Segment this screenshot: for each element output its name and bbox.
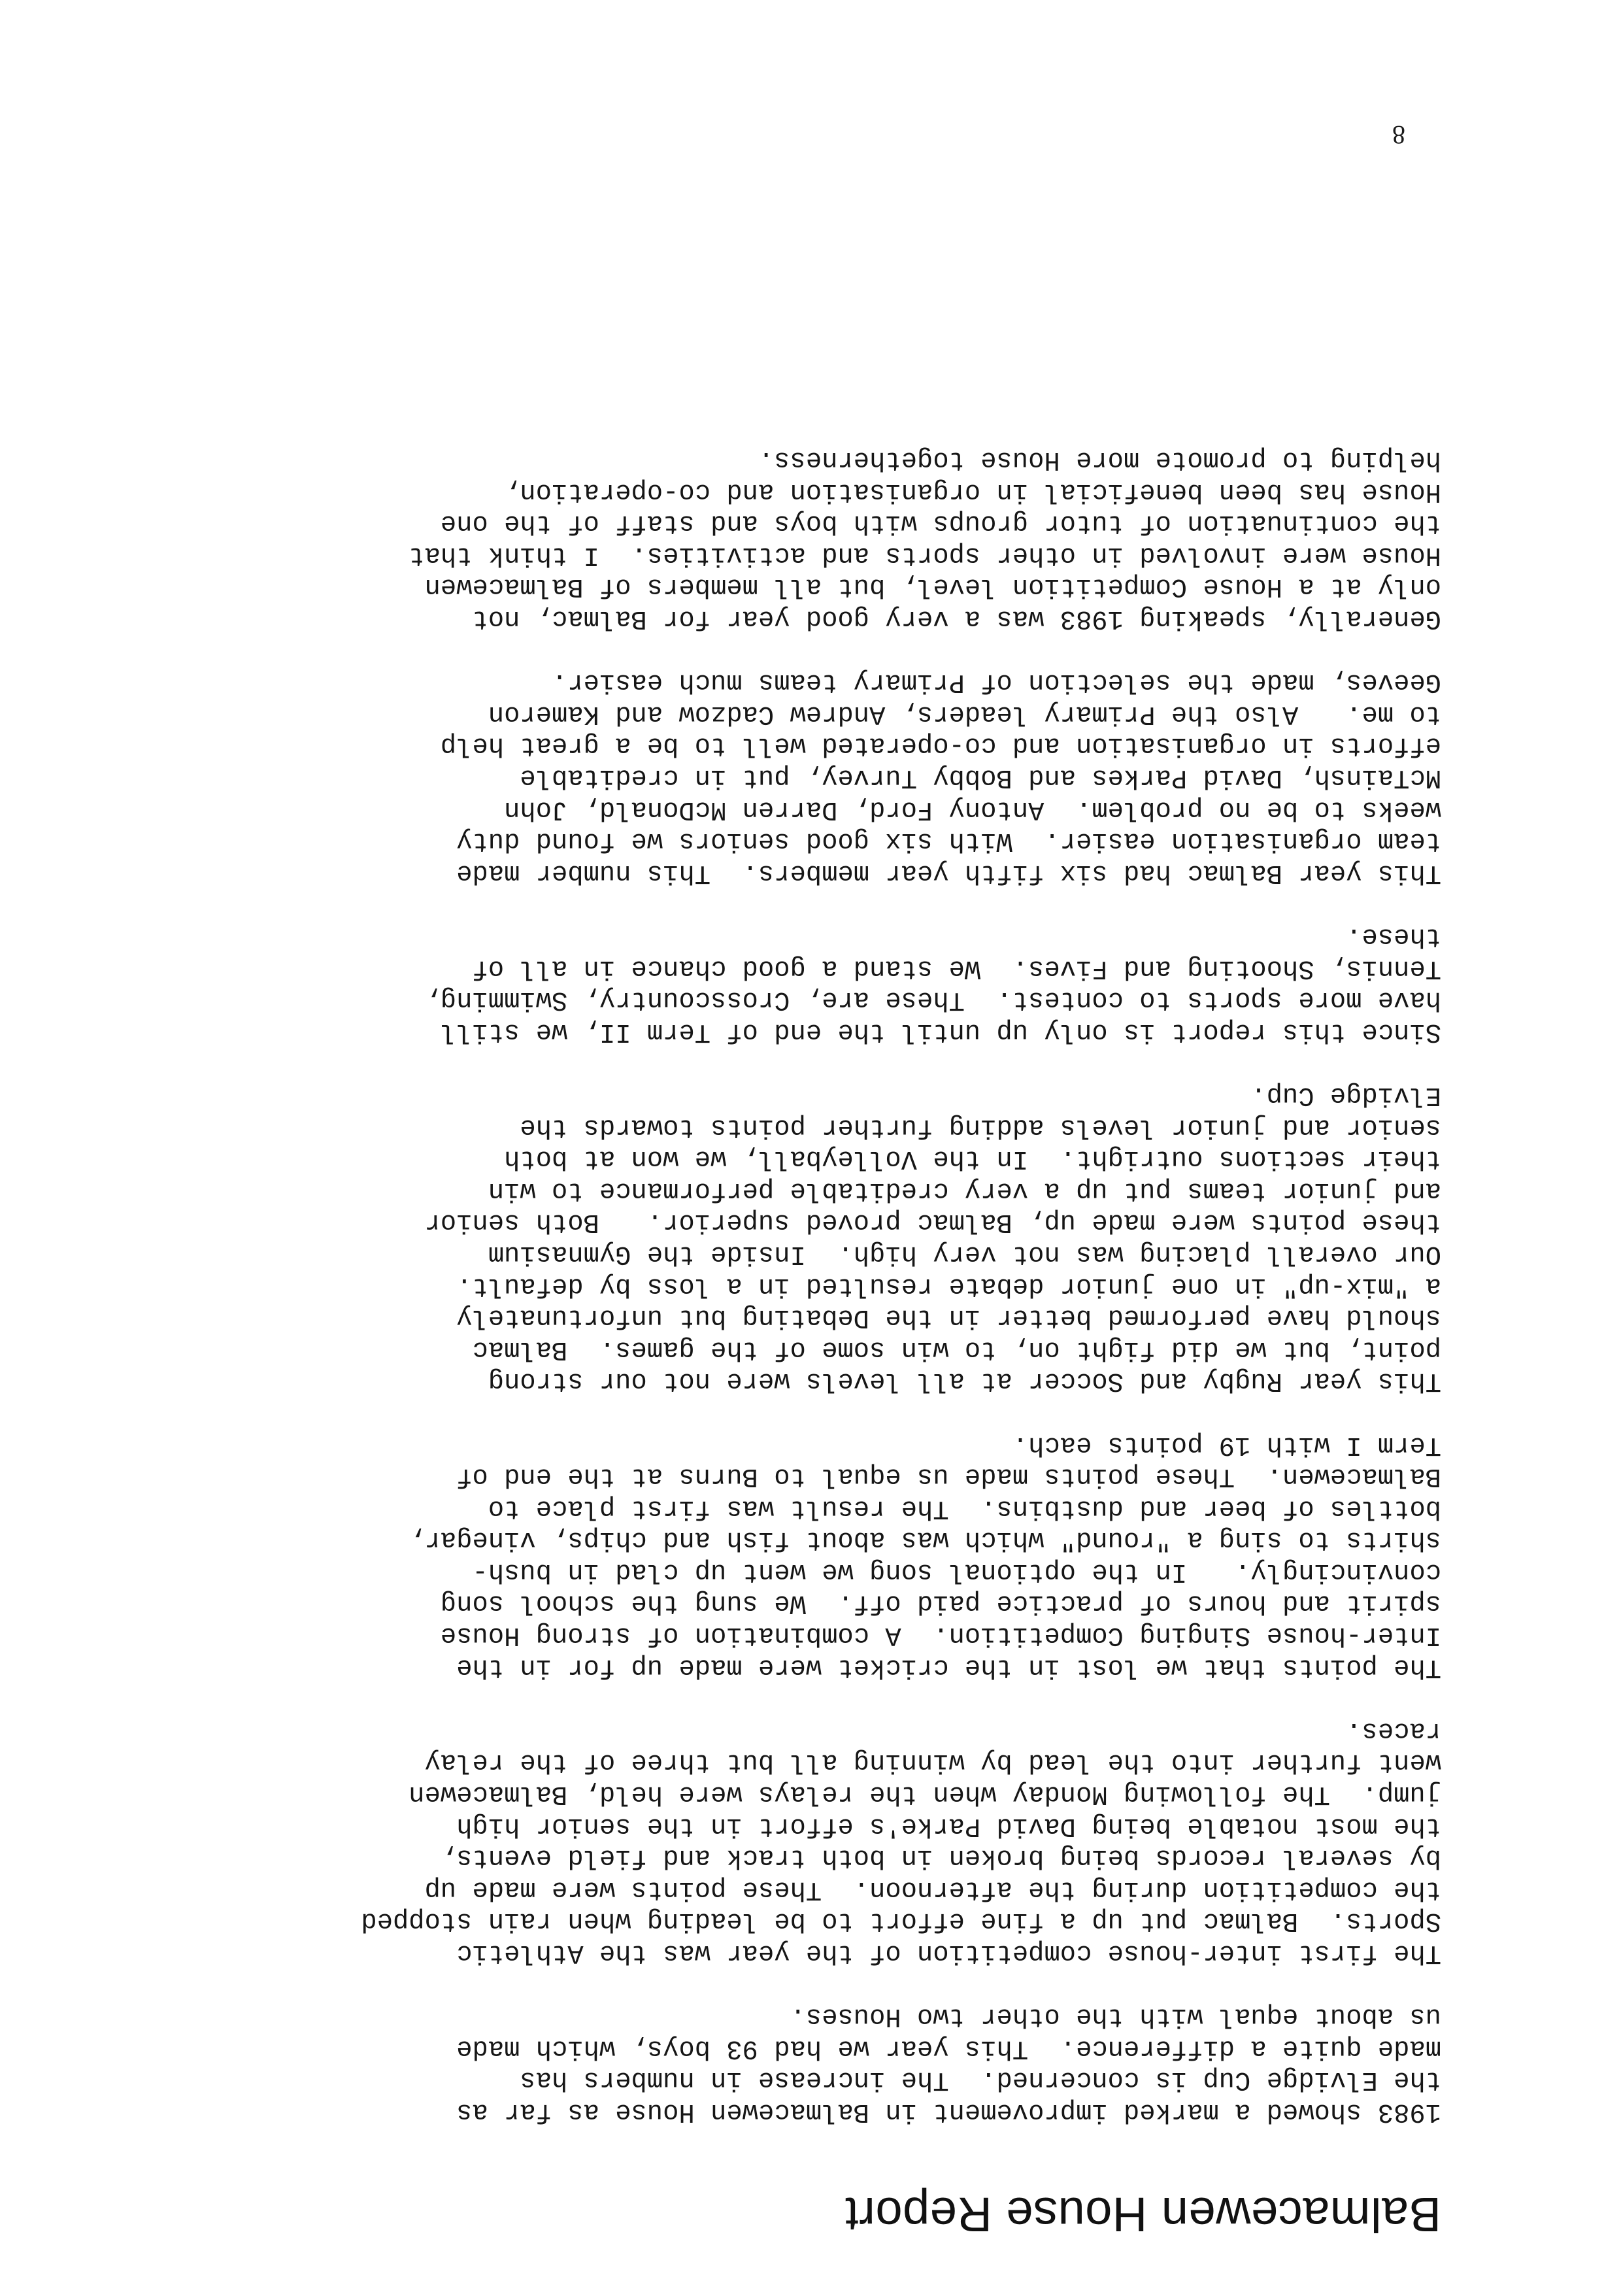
- text-line: The first inter-house competition of the year was the Athletic: [456, 1938, 1441, 1968]
- paragraph: [147, 666, 1441, 888]
- text-line: Since this report is only up until the end of Term II, we still: [440, 1016, 1441, 1047]
- text-line: 1983 showed a marked improvement in Balmacewen House as far as: [456, 2097, 1441, 2127]
- text-line: to me. Also the Primary leaders, Andrew Cadzow and Kameron: [488, 698, 1441, 729]
- text-line: jump. The following Monday when the relays were held, Balmacewen: [409, 1779, 1441, 1810]
- paragraph: [147, 920, 1441, 1047]
- text-line: This year Rugby and Soccer at all levels were not our strong: [488, 1366, 1441, 1396]
- text-line: helping to promote more House togetherness.: [758, 445, 1441, 475]
- paragraph: [147, 2001, 1441, 2127]
- paragraph: [147, 1714, 1441, 1968]
- text-line: efforts in organisation and co-operated well to be a great help: [440, 730, 1441, 761]
- text-line: bottles of beer and dustbins. The result was first place to: [488, 1493, 1441, 1523]
- report-title: Balmacewen House Report: [844, 2187, 1441, 2242]
- text-line: their sections outright. In the Volleyball, we won at both: [504, 1143, 1441, 1174]
- text-line: convincingly. In the optional song we went up clad in bush-: [472, 1556, 1441, 1587]
- report-body: [147, 412, 1441, 2127]
- paragraph: [147, 444, 1441, 635]
- text-line: team organisation easier. With six good seniors we found duty: [456, 826, 1441, 856]
- text-line: This year Balmac had six fifth year members. This number made: [456, 857, 1441, 888]
- text-line: Geeves, made the selection of Primary teams much easier.: [551, 667, 1441, 698]
- paragraph: [147, 1079, 1441, 1396]
- text-line: Generally, speaking 1983 was a very good year for Balmac, not: [472, 603, 1441, 634]
- text-line: Term I with 19 points each.: [1012, 1429, 1441, 1460]
- text-line: races.: [1346, 1715, 1441, 1746]
- text-line: Inter-house Singing Competition. A combination of strong House: [440, 1620, 1441, 1651]
- text-line: went further into the lead by winning all but three of the relay: [424, 1747, 1441, 1778]
- text-line: Our overall placing was not very high. Inside the Gymnasium: [488, 1238, 1441, 1269]
- text-line: House has been beneficial in organisation and co-operation,: [504, 476, 1441, 507]
- text-line: should have performed better in the Debating but unfortunately: [456, 1302, 1441, 1333]
- text-line: point, but we did fight on, to win some of the games. Balmac: [472, 1334, 1441, 1364]
- text-line: and junior teams put up a very creditable performance to win: [488, 1175, 1441, 1206]
- text-line: by several records being broken in both track and field events,: [440, 1842, 1441, 1873]
- text-line: a "mix-up" in one junior debate resulted in a loss by default.: [456, 1270, 1441, 1301]
- text-line: the most notable being David Parke's effort in the senior high: [456, 1810, 1441, 1841]
- text-line: The points that we lost in the cricket were made up for in the: [456, 1651, 1441, 1682]
- text-line: us about equal with the other two Houses.: [790, 2001, 1441, 2032]
- text-line: weeks to be no problem. Antony Ford, Darren McDonald, John: [504, 794, 1441, 824]
- paragraph: [147, 1428, 1441, 1683]
- text-line: Sports. Balmac put up a fine effort to be leading when rain stopped: [361, 1906, 1441, 1936]
- text-line: these points were made up, Balmac proved superior. Both senior: [424, 1207, 1441, 1238]
- text-line: senior and junior levels adding further points towards the: [520, 1111, 1441, 1142]
- text-line: these.: [1346, 921, 1441, 952]
- text-line: spirit and hours of practice paid off. We sung the school song: [440, 1588, 1441, 1619]
- text-line: the Elvidge Cup is concerned. The increase in numbers has: [520, 2065, 1441, 2095]
- text-line: House were involved in other sports and activities. I think that: [409, 539, 1441, 570]
- text-line: the continuation of tutor groups with boys and staff of the one: [440, 508, 1441, 539]
- text-line: only at a House Competition level, but all members of Balmacewen: [424, 571, 1441, 602]
- text-line: shirts to sing a "round" which was about fish and chips, vinegar,: [409, 1525, 1441, 1555]
- page-number: 8: [1392, 120, 1405, 150]
- text-line: McTainsh, David Parkes and Bobby Turvey, put in creditable: [520, 762, 1441, 793]
- text-line: the competition during the afternoon. These points were made up: [424, 1874, 1441, 1904]
- text-line: have more sports to contest. These are, Crosscountry, Swimming,: [424, 985, 1441, 1015]
- text-line: Balmacewen. These points made us equal to Burns at the end of: [456, 1461, 1441, 1492]
- text-line: Elvidge Cup.: [1250, 1080, 1441, 1110]
- text-line: Tennis, Shooting and Fives. We stand a good chance in all of: [472, 953, 1441, 983]
- text-line: made quite a difference. This year we had 93 boys, which made: [456, 2033, 1441, 2063]
